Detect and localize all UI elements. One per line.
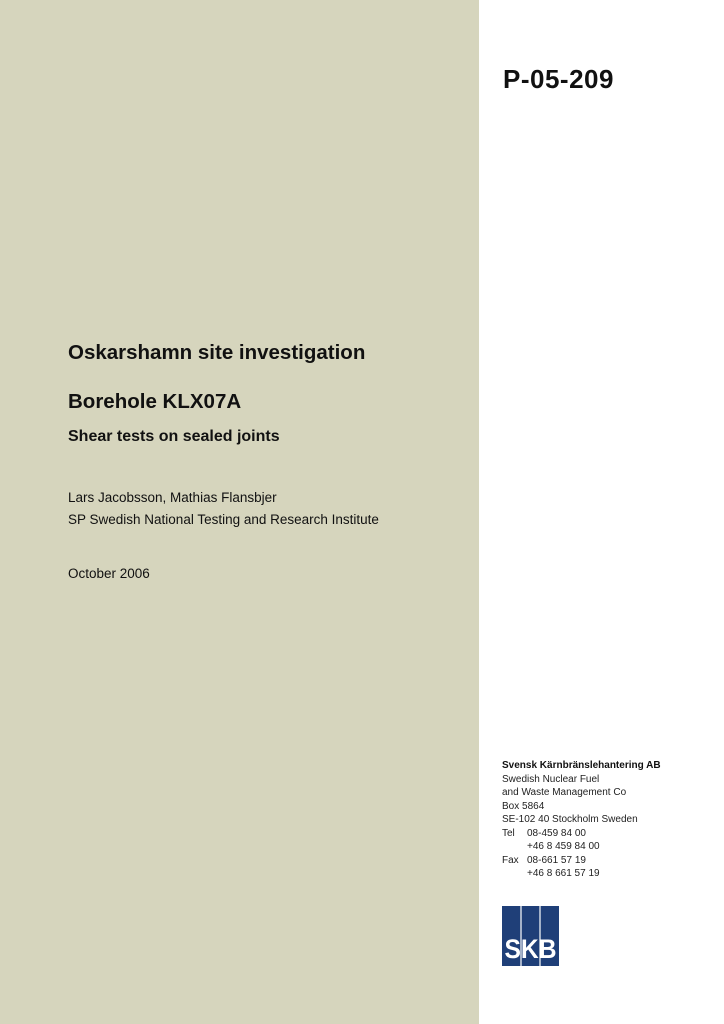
publisher-contact [502, 759, 661, 881]
authors: Lars Jacobsson, Mathias Flansbjer [68, 490, 277, 505]
institute: SP Swedish National Testing and Research Institute [68, 512, 379, 527]
publisher-name-en-2: and Waste Management Co [502, 787, 627, 798]
title-line-2: Borehole KLX07A [68, 390, 242, 413]
subtitle: Shear tests on sealed joints [68, 428, 280, 445]
author-block [68, 487, 379, 531]
publication-date: October 2006 [68, 566, 150, 581]
title-line-1: Oskarshamn site investigation [68, 341, 366, 364]
report-number: P-05-209 [503, 64, 614, 94]
fax-label: Fax [502, 854, 519, 866]
fax-domestic: 08-661 57 19 [527, 854, 586, 866]
tel-row [502, 827, 661, 841]
tel-domestic: 08-459 84 00 [527, 827, 586, 839]
skb-logo [502, 906, 559, 966]
publisher-name: Svensk Kärnbränslehantering AB [502, 760, 661, 771]
publisher-name-en-1: Swedish Nuclear Fuel [502, 773, 600, 785]
fax-international: +46 8 661 57 19 [527, 868, 600, 879]
tel-label: Tel [502, 827, 515, 839]
fax-row [502, 854, 661, 868]
tel-international: +46 8 459 84 00 [527, 841, 600, 852]
publisher-box: Box 5864 [502, 800, 545, 812]
publisher-address: SE-102 40 Stockholm Sweden [502, 814, 638, 825]
logo-text: SKB [504, 934, 557, 964]
